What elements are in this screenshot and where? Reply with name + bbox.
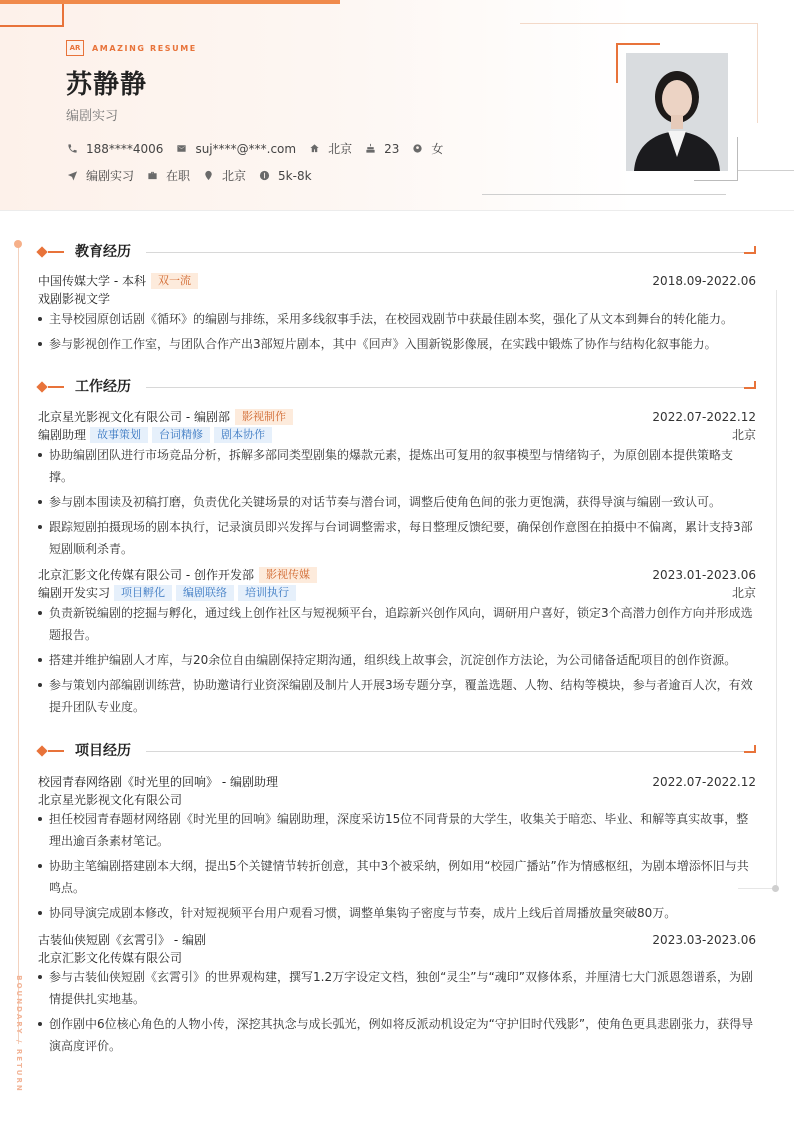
brand-text: AMAZING RESUME — [92, 43, 197, 53]
list-item: 协助主笔编剧搭建剧本大纲，提出5个关键情节转折创意，其中3个被采纳，例如用“校园广播站”作为情感枢纽，为剧本增添怀旧与共鸣点。 — [38, 855, 756, 899]
project-entry-header — [38, 932, 756, 948]
list-item: 参与影视创作工作室，与团队合作产出3部短片剧本，其中《回声》入围新锐影像展，在实践中锻炼了协作与结构化叙事能力。 — [38, 333, 756, 355]
intent-salary-item — [258, 169, 312, 183]
skill-tag: 编剧联络 — [176, 585, 234, 601]
company-name: 北京汇影文化传媒有限公司 - 创作开发部 — [38, 568, 254, 582]
phone-icon — [66, 143, 78, 155]
email-value: suj****@***.com — [195, 141, 297, 156]
list-item: 搭建并维护编剧人才库，与20余位自由编剧保持定期沟通，组织线上故事会，沉淀创作方法论，为公司储备适配项目的创作资源。 — [38, 649, 756, 671]
list-item: 参与古装仙侠短剧《玄霄引》的世界观构建，撰写1.2万字设定文档，独创“灵尘”与“魂印”双修体系，并厘清七大门派恩怨谱系，为剧情提供扎实地基。 — [38, 966, 756, 1010]
list-item: 创作剧中6位核心角色的人物小传，深挖其执念与成长弧光，例如将反派动机设定为“守护旧时代残影”，使角色更具悲剧张力，获得导演高度评价。 — [38, 1013, 756, 1057]
section-header-education — [38, 244, 756, 260]
education-entry-header — [38, 273, 756, 289]
project-org-row — [38, 950, 756, 966]
work-date: 2022.07-2022.12 — [652, 410, 756, 424]
age-item — [364, 142, 399, 156]
project-date: 2022.07-2022.12 — [652, 775, 756, 789]
project-name: 校园青春网络剧《时光里的回响》 - 编剧助理 — [38, 775, 278, 789]
industry-tag: 影视制作 — [235, 409, 293, 425]
gender-item — [411, 140, 443, 157]
section-divider — [146, 387, 744, 388]
intent-status-item — [146, 167, 190, 184]
dash-accent — [48, 750, 64, 752]
city-item — [308, 140, 352, 157]
list-item: 协同导演完成剧本修改，针对短视频平台用户观看习惯，调整单集钩子密度与节奏，成片上线后首周播放量突破80万。 — [38, 902, 756, 924]
city-value: 北京 — [328, 142, 353, 156]
section-title: 工作经历 — [75, 379, 131, 395]
corner-accent — [0, 4, 64, 27]
location-pin-icon — [202, 170, 214, 182]
section-title: 项目经历 — [75, 743, 131, 759]
school-name: 中国传媒大学 - 本科 — [38, 274, 146, 288]
work-role-row — [38, 427, 756, 443]
skill-tag: 台词精修 — [152, 427, 210, 443]
home-icon — [308, 143, 320, 155]
major: 戏剧影视文学 — [38, 292, 111, 306]
briefcase-icon — [146, 170, 158, 182]
job-role: 编剧助理 — [38, 428, 87, 442]
divider — [738, 170, 794, 171]
mail-icon — [175, 143, 187, 155]
resume-header — [0, 0, 794, 211]
intent-position-item — [66, 167, 134, 184]
skill-tag: 培训执行 — [238, 585, 296, 601]
list-item: 参与剧本围读及初稿打磨，负责优化关键场景的对话节奏与潜台词，调整后使角色间的张力更饱满，获得导演与编剧一致认可。 — [38, 491, 756, 513]
gender-icon — [411, 143, 423, 155]
section-divider — [146, 751, 744, 752]
project-org-row — [38, 792, 756, 808]
list-item: 负责新锐编剧的挖掘与孵化，通过线上创作社区与短视频平台，追踪新兴创作风向，调研用户喜好，锁定3个高潜力创作方向并形成选题报告。 — [38, 602, 756, 646]
corner-accent — [744, 246, 756, 254]
project-name: 古装仙侠短剧《玄霄引》 - 编剧 — [38, 933, 206, 947]
intent-salary-value: 5k-8k — [278, 168, 312, 183]
corner-accent — [744, 745, 756, 753]
section-title: 教育经历 — [75, 244, 131, 260]
list-item: 主导校园原创话剧《循环》的编剧与排练，采用多线叙事手法，在校园戏剧节中获最佳剧本奖，强化了从文本到舞台的转化能力。 — [38, 308, 756, 330]
project-date: 2023.03-2023.06 — [652, 933, 756, 947]
send-icon — [66, 170, 78, 182]
work-bullets — [38, 444, 756, 563]
age-value: 23 — [384, 141, 400, 156]
skill-tag: 项目孵化 — [114, 585, 172, 601]
project-entry-header — [38, 774, 756, 790]
brand — [66, 40, 197, 56]
company-name: 北京星光影视文化有限公司 - 编剧部 — [38, 410, 230, 424]
education-date: 2018.09-2022.06 — [652, 274, 756, 288]
photo-corner-accent — [616, 43, 660, 83]
work-location: 北京 — [731, 428, 756, 442]
gender-value: 女 — [431, 142, 444, 156]
intent-position-value: 编剧实习 — [86, 169, 135, 183]
project-org: 北京星光影视文化有限公司 — [38, 793, 183, 807]
project-bullets — [38, 808, 756, 927]
list-item: 参与策划内部编剧训练营，协助邀请行业资深编剧及制片人开展3场专题分享，覆盖选题、人物、结构等模块，参与者逾百人次，有效提升团队专业度。 — [38, 674, 756, 718]
skill-tag: 剧本协作 — [214, 427, 272, 443]
list-item: 担任校园青春题材网络剧《时光里的回响》编剧助理，深度采访15位不同背景的大学生，收集关于暗恋、毕业、和解等真实故事，整理出逾百条素材笔记。 — [38, 808, 756, 852]
corner-accent — [744, 381, 756, 389]
dash-accent — [48, 386, 64, 388]
intent-city-item — [202, 167, 246, 184]
work-date: 2023.01-2023.06 — [652, 568, 756, 582]
school-tag: 双一流 — [151, 273, 198, 289]
skill-tag: 故事策划 — [90, 427, 148, 443]
phone-value: 188****4006 — [86, 141, 164, 156]
timeline-dot — [14, 240, 22, 248]
job-intent-row — [66, 167, 324, 184]
intent-status-value: 在职 — [166, 169, 191, 183]
frame-dot — [772, 885, 779, 892]
divider — [482, 194, 726, 195]
frame-accent — [776, 290, 777, 888]
education-bullets — [38, 308, 756, 358]
vertical-watermark: BOUNDARY / RETURN — [15, 975, 23, 1093]
project-org: 北京汇影文化传媒有限公司 — [38, 951, 183, 965]
intent-city-value: 北京 — [222, 169, 247, 183]
diamond-icon — [36, 745, 47, 756]
cake-icon — [364, 143, 376, 155]
section-header-projects — [38, 743, 756, 759]
job-role: 编剧开发实习 — [38, 586, 111, 600]
candidate-title: 编剧实习 — [66, 109, 119, 124]
list-item: 协助编剧团队进行市场竞品分析，拆解多部同类型剧集的爆款元素，提炼出可复用的叙事模型与情绪钩子，为原创剧本提供策略支撑。 — [38, 444, 756, 488]
diamond-icon — [36, 381, 47, 392]
salary-icon — [258, 170, 270, 182]
work-bullets — [38, 602, 756, 721]
work-entry-header — [38, 409, 756, 425]
contact-row — [66, 140, 455, 157]
work-role-row — [38, 585, 756, 601]
work-location: 北京 — [731, 586, 756, 600]
candidate-name: 苏静静 — [66, 70, 148, 100]
brand-logo: AR — [66, 40, 84, 56]
diamond-icon — [36, 246, 47, 257]
list-item: 跟踪短剧拍摄现场的剧本执行，记录演员即兴发挥与台词调整需求，每日整理反馈纪要，确保创作意图在拍摄中不偏离，累计支持3部短剧顺利杀青。 — [38, 516, 756, 560]
section-header-work — [38, 379, 756, 395]
project-bullets — [38, 966, 756, 1060]
dash-accent — [48, 251, 64, 253]
education-major-row — [38, 291, 756, 307]
industry-tag: 影视传媒 — [259, 567, 317, 583]
work-entry-header — [38, 567, 756, 583]
phone-item — [66, 142, 163, 156]
section-divider — [146, 252, 744, 253]
timeline-line — [18, 244, 19, 1044]
email-item — [175, 142, 296, 156]
